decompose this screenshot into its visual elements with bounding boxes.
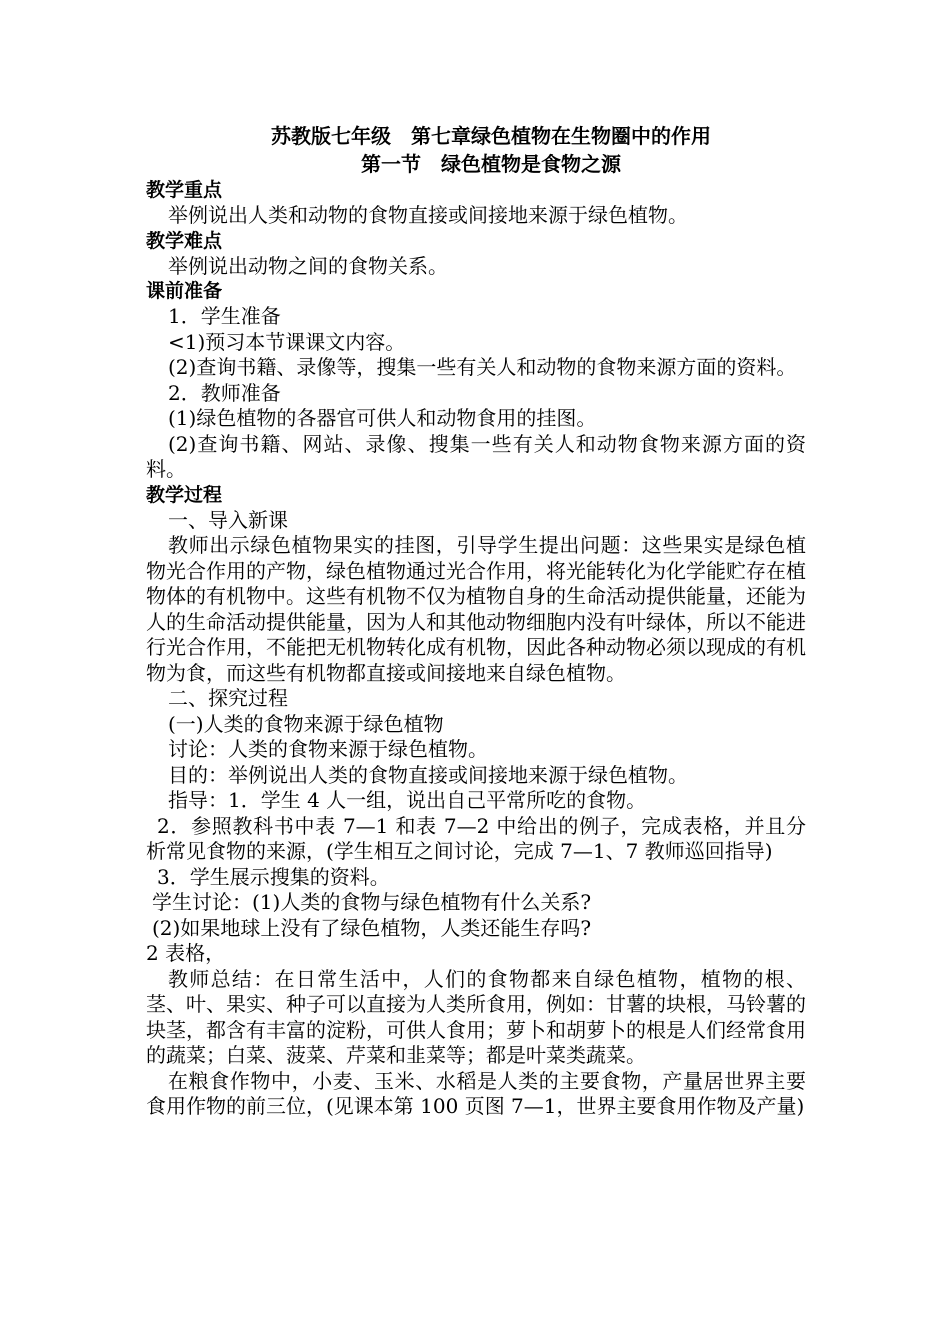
paragraph-table-note: 2 表格， bbox=[146, 941, 226, 965]
paragraph-explore-subheading: (一)人类的食物来源于绿色植物 bbox=[168, 711, 444, 736]
paragraph-student-discussion-2: (2)如果地球上没有了绿色植物，人类还能生存吗? bbox=[152, 915, 592, 940]
document-page bbox=[146, 122, 806, 1120]
paragraph-teacher-prep: 2．教师准备 bbox=[168, 380, 281, 405]
section-heading-process: 教学过程 bbox=[146, 483, 223, 506]
paragraph-grain-crops: 在粮食作物中，小麦、玉米、水稻是人类的主要食物，产量居世界主要食用作物的前三位，(见课本第 100 页图 7—1，世界主要食用作物及产量) bbox=[146, 1068, 806, 1118]
document-title-line-2: 第一节 绿色植物是食物之源 bbox=[361, 152, 621, 176]
paragraph-intro-heading: 一、导入新课 bbox=[168, 507, 288, 532]
paragraph-difficulty: 举例说出动物之间的食物关系。 bbox=[168, 253, 448, 278]
paragraph-teacher-summary: 教师总结：在日常生活中，人们的食物都来自绿色植物，植物的根、茎、叶、果实、种子可以直接为人类所食用，例如：甘薯的块根，马铃薯的块茎，都含有丰富的淀粉，可供人食用；萝卜和胡萝卜的根是人们经常食用的蔬菜；白菜、菠菜、芹菜和韭菜等；都是叶菜类蔬菜。 bbox=[146, 966, 806, 1067]
paragraph-prep-item: <1)预习本节课课文内容。 bbox=[168, 329, 406, 354]
paragraph-guidance-step-3: 3．学生展示搜集的资料。 bbox=[157, 864, 390, 889]
section-heading-difficulty: 教学难点 bbox=[146, 229, 223, 252]
paragraph-student-prep: 1．学生准备 bbox=[168, 304, 281, 328]
section-heading-focus: 教学重点 bbox=[146, 179, 223, 201]
paragraph-guidance: 指导：1．学生 4 人一组，说出自己平常所吃的食物。 bbox=[168, 788, 647, 812]
paragraph-guidance-step-2: 2．参照教科书中表 7—1 和表 7—2 中给出的例子，完成表格，并且分析常见食物的来源，(学生相互之间讨论，完成 7—1、7 教师巡回指导) bbox=[146, 813, 806, 863]
paragraph-explore-heading: 二、探究过程 bbox=[168, 686, 288, 710]
paragraph-purpose: 目的：举例说出人类的食物直接或间接地来源于绿色植物。 bbox=[168, 762, 688, 787]
paragraph-prep-item: (1)绿色植物的各器官可供人和动物食用的挂图。 bbox=[168, 406, 597, 430]
paragraph-prep-item: (2)查询书籍、网站、录像、搜集一些有关人和动物食物来源方面的资料。 bbox=[146, 431, 806, 481]
section-heading-preparation: 课前准备 bbox=[146, 280, 223, 302]
paragraph-discussion: 讨论：人类的食物来源于绿色植物。 bbox=[168, 737, 488, 761]
paragraph-intro-body: 教师出示绿色植物果实的挂图，引导学生提出问题：这些果实是绿色植物光合作用的产物，绿色植物通过光合作用，将光能转化为化学能贮存在植物体的有机物中。这些有机物不仅为植物自身的生命活动提供能量，还能为人的生命活动提供能量，因为人和其他动物细胞内没有叶绿体，所以不能进行光合作用，不能把无机物转化成有机物，因此各种动物必须以现成的有机物为食，而这些有机物都直接或间接地来自绿色植物。 bbox=[146, 533, 806, 685]
paragraph-student-discussion: 学生讨论：(1)人类的食物与绿色植物有什么关系? bbox=[152, 890, 592, 914]
paragraph-prep-item: (2)查询书籍、录像等，搜集一些有关人和动物的食物来源方面的资料。 bbox=[168, 355, 797, 379]
paragraph-focus: 举例说出人类和动物的食物直接或间接地来源于绿色植物。 bbox=[168, 203, 688, 227]
document-title-line-1: 苏教版七年级 第七章绿色植物在生物圈中的作用 bbox=[271, 124, 711, 148]
